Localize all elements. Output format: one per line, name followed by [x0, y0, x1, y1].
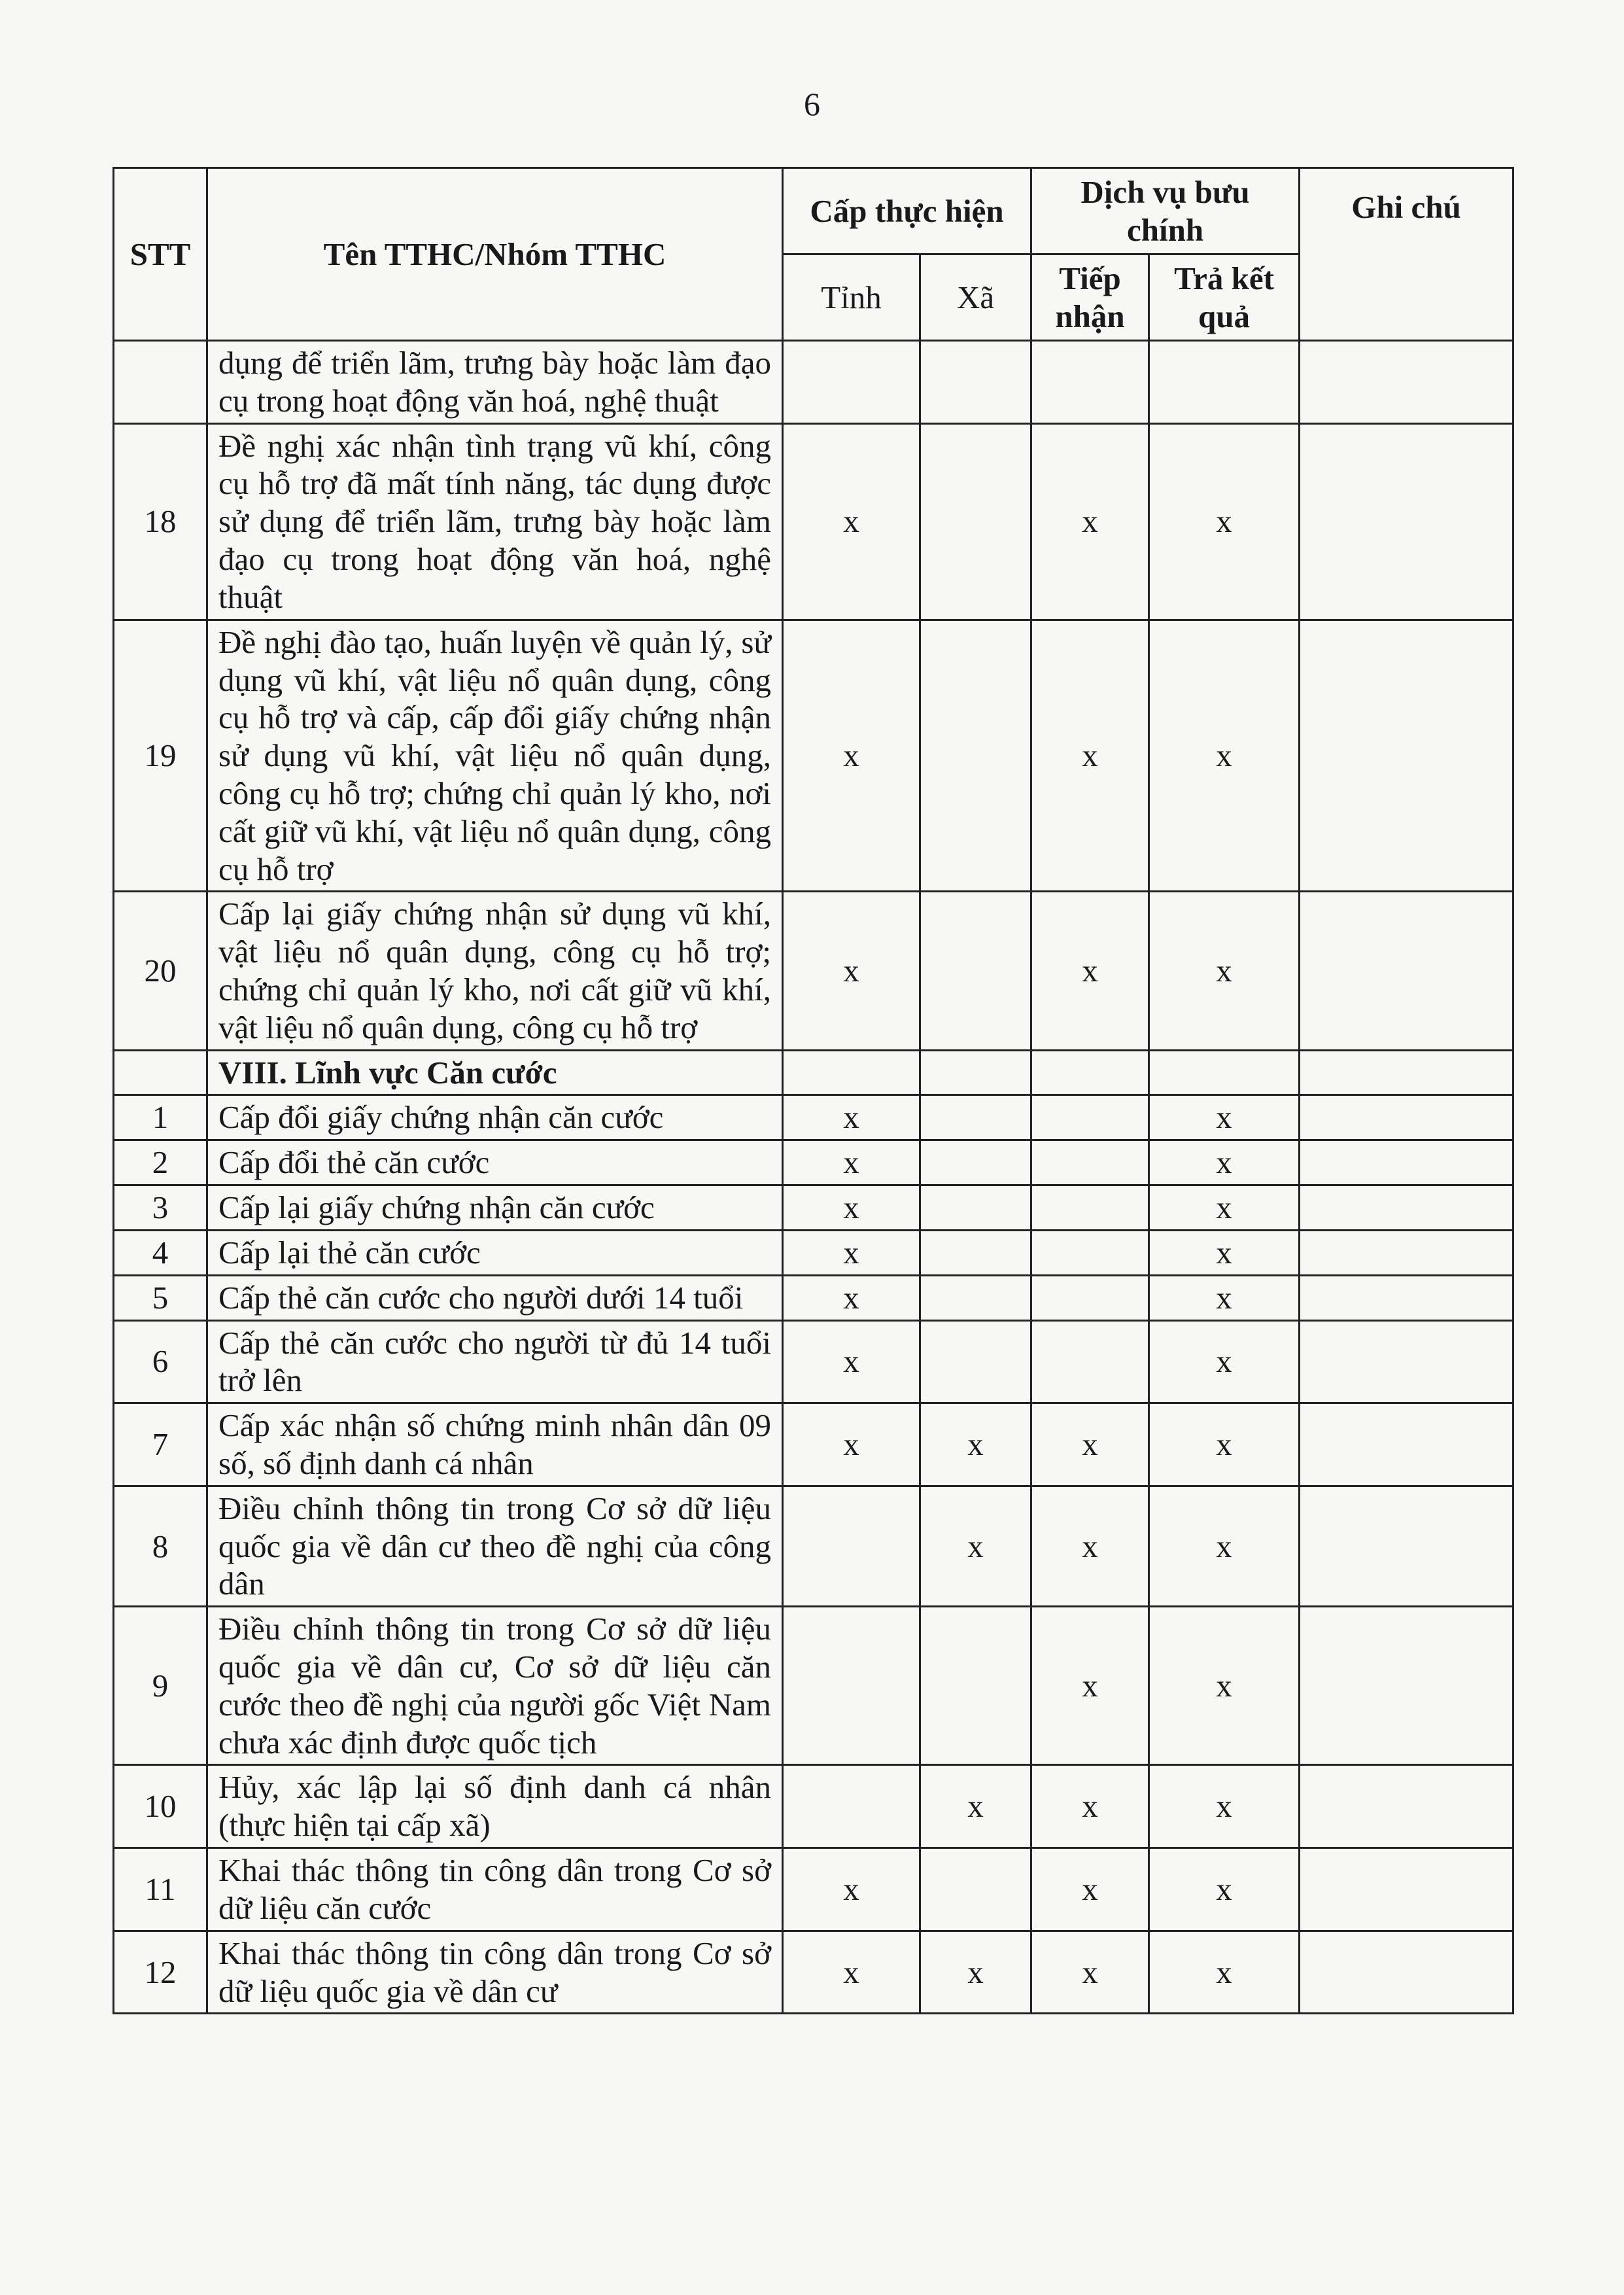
table-header [114, 168, 1513, 341]
row-stt: 11 [114, 1848, 207, 1931]
header-level: Cấp thực hiện [783, 168, 1031, 254]
row-procedure-name: Hủy, xác lập lại số định danh cá nhân (thực hiện tại cấp xã) [207, 1765, 783, 1848]
row-level-province [783, 1486, 920, 1606]
row-postal-receive: x [1031, 1403, 1149, 1486]
row-note [1300, 1140, 1513, 1185]
header-level-province: Tỉnh [783, 254, 920, 341]
row-postal-receive [1031, 1185, 1149, 1231]
row-stt: 6 [114, 1320, 207, 1403]
row-note [1300, 423, 1513, 620]
row-stt: 4 [114, 1230, 207, 1275]
table-row [114, 1486, 1513, 1606]
row-level-commune [920, 1140, 1031, 1185]
row-level-commune [920, 1275, 1031, 1320]
table-row [114, 620, 1513, 892]
row-procedure-name: Cấp đổi giấy chứng nhận căn cước [207, 1095, 783, 1140]
row-stt: 3 [114, 1185, 207, 1231]
row-procedure-name: Cấp đổi thẻ căn cước [207, 1140, 783, 1185]
header-stt: STT [114, 168, 207, 341]
section-empty-cell [920, 1050, 1031, 1095]
row-stt: 9 [114, 1607, 207, 1765]
table-row [114, 1607, 1513, 1765]
row-stt: 20 [114, 892, 207, 1050]
row-level-commune [920, 423, 1031, 620]
row-note [1300, 341, 1513, 424]
row-postal-receive: x [1031, 1765, 1149, 1848]
row-postal-return: x [1149, 1931, 1300, 2014]
row-level-province [783, 1765, 920, 1848]
row-procedure-name: Cấp thẻ căn cước cho người dưới 14 tuổi [207, 1275, 783, 1320]
row-procedure-name: Đề nghị đào tạo, huấn luyện về quản lý, sử dụng vũ khí, vật liệu nổ quân dụng, công cụ hỗ trợ và cấp, cấp đổi giấy chứng nhận sử dụng vũ khí, vật liệu nổ quân dụng, công cụ hỗ trợ; chứng chỉ quản lý kho, nơi cất giữ vũ khí, vật liệu nổ quân dụng, công cụ hỗ trợ [207, 620, 783, 892]
row-note [1300, 1095, 1513, 1140]
row-stt: 18 [114, 423, 207, 620]
header-name: Tên TTHC/Nhóm TTHC [207, 168, 783, 341]
table-row [114, 1848, 1513, 1931]
table-row [114, 892, 1513, 1050]
row-postal-return: x [1149, 1095, 1300, 1140]
row-level-commune [920, 620, 1031, 892]
row-stt: 1 [114, 1095, 207, 1140]
table-body [114, 341, 1513, 2014]
row-note [1300, 1848, 1513, 1931]
row-level-commune [920, 1320, 1031, 1403]
row-procedure-name: Điều chỉnh thông tin trong Cơ sở dữ liệu quốc gia về dân cư, Cơ sở dữ liệu căn cước theo đề nghị của người gốc Việt Nam chưa xác định được quốc tịch [207, 1607, 783, 1765]
row-level-commune [920, 1607, 1031, 1765]
row-level-province: x [783, 1931, 920, 2014]
row-postal-return: x [1149, 1320, 1300, 1403]
row-postal-return: x [1149, 1607, 1300, 1765]
procedures-table [112, 167, 1514, 2014]
row-note [1300, 1607, 1513, 1765]
row-postal-return: x [1149, 1848, 1300, 1931]
row-note [1300, 620, 1513, 892]
table-row [114, 1095, 1513, 1140]
row-postal-receive: x [1031, 423, 1149, 620]
row-note [1300, 1931, 1513, 2014]
row-level-province: x [783, 892, 920, 1050]
section-title: VIII. Lĩnh vực Căn cước [207, 1050, 783, 1095]
row-postal-receive [1031, 341, 1149, 424]
row-stt: 10 [114, 1765, 207, 1848]
row-level-commune: x [920, 1486, 1031, 1606]
row-procedure-name: Khai thác thông tin công dân trong Cơ sở dữ liệu căn cước [207, 1848, 783, 1931]
row-postal-receive: x [1031, 1607, 1149, 1765]
row-level-province [783, 1607, 920, 1765]
row-level-province: x [783, 620, 920, 892]
row-note [1300, 1185, 1513, 1231]
row-procedure-name: Cấp thẻ căn cước cho người từ đủ 14 tuổi trở lên [207, 1320, 783, 1403]
table-row [114, 1403, 1513, 1486]
row-procedure-name: Cấp lại giấy chứng nhận căn cước [207, 1185, 783, 1231]
table-row [114, 1185, 1513, 1231]
row-note [1300, 1230, 1513, 1275]
page-number: 6 [804, 86, 820, 122]
table-row [114, 1230, 1513, 1275]
row-procedure-name: Cấp xác nhận số chứng minh nhân dân 09 số, số định danh cá nhân [207, 1403, 783, 1486]
header-note: Ghi chú [1300, 168, 1513, 341]
row-procedure-name: Khai thác thông tin công dân trong Cơ sở dữ liệu quốc gia về dân cư [207, 1931, 783, 2014]
table-row [114, 1275, 1513, 1320]
row-stt [114, 341, 207, 424]
row-level-commune: x [920, 1403, 1031, 1486]
row-postal-return [1149, 341, 1300, 424]
row-level-province: x [783, 1230, 920, 1275]
row-stt: 2 [114, 1140, 207, 1185]
row-postal-receive [1031, 1140, 1149, 1185]
row-postal-receive [1031, 1320, 1149, 1403]
row-level-commune [920, 1095, 1031, 1140]
header-postal-receive: Tiếp nhận [1031, 254, 1149, 341]
row-stt: 5 [114, 1275, 207, 1320]
row-level-province: x [783, 1275, 920, 1320]
row-postal-receive: x [1031, 892, 1149, 1050]
row-level-province: x [783, 1140, 920, 1185]
row-level-province: x [783, 1095, 920, 1140]
row-procedure-name: Cấp lại giấy chứng nhận sử dụng vũ khí, vật liệu nổ quân dụng, công cụ hỗ trợ; chứng chỉ quản lý kho, nơi cất giữ vũ khí, vật liệu nổ quân dụng, công cụ hỗ trợ [207, 892, 783, 1050]
row-stt: 7 [114, 1403, 207, 1486]
row-level-province: x [783, 1320, 920, 1403]
row-postal-receive: x [1031, 1931, 1149, 2014]
row-note [1300, 1765, 1513, 1848]
row-stt: 8 [114, 1486, 207, 1606]
row-note [1300, 1486, 1513, 1606]
row-postal-return: x [1149, 1765, 1300, 1848]
row-level-province: x [783, 1848, 920, 1931]
row-note [1300, 892, 1513, 1050]
table-row [114, 423, 1513, 620]
row-postal-receive: x [1031, 1486, 1149, 1606]
row-level-commune: x [920, 1765, 1031, 1848]
table-row [114, 1931, 1513, 2014]
row-level-commune [920, 1848, 1031, 1931]
section-empty-cell [1300, 1050, 1513, 1095]
row-postal-return: x [1149, 1486, 1300, 1606]
row-level-commune [920, 341, 1031, 424]
header-level-commune: Xã [920, 254, 1031, 341]
header-postal: Dịch vụ bưu chính [1031, 168, 1300, 254]
row-procedure-name: dụng để triển lãm, trưng bày hoặc làm đạo cụ trong hoạt động văn hoá, nghệ thuật [207, 341, 783, 424]
row-level-commune [920, 1185, 1031, 1231]
row-stt: 19 [114, 620, 207, 892]
row-postal-return: x [1149, 423, 1300, 620]
section-stt-cell [114, 1050, 207, 1095]
row-level-province: x [783, 1185, 920, 1231]
table-row [114, 341, 1513, 424]
row-level-commune [920, 892, 1031, 1050]
section-row [114, 1050, 1513, 1095]
row-postal-receive [1031, 1275, 1149, 1320]
row-note [1300, 1320, 1513, 1403]
row-postal-receive [1031, 1230, 1149, 1275]
row-level-province: x [783, 423, 920, 620]
row-level-province [783, 341, 920, 424]
row-note [1300, 1403, 1513, 1486]
row-note [1300, 1275, 1513, 1320]
section-empty-cell [783, 1050, 920, 1095]
row-level-commune [920, 1230, 1031, 1275]
header-postal-return: Trả kết quả [1149, 254, 1300, 341]
section-empty-cell [1031, 1050, 1149, 1095]
row-level-province: x [783, 1403, 920, 1486]
row-procedure-name: Điều chỉnh thông tin trong Cơ sở dữ liệu quốc gia về dân cư theo đề nghị của công dân [207, 1486, 783, 1606]
table-row [114, 1320, 1513, 1403]
table-row [114, 1140, 1513, 1185]
row-procedure-name: Cấp lại thẻ căn cước [207, 1230, 783, 1275]
row-postal-return: x [1149, 1403, 1300, 1486]
section-empty-cell [1149, 1050, 1300, 1095]
row-postal-return: x [1149, 892, 1300, 1050]
row-stt: 12 [114, 1931, 207, 2014]
row-procedure-name: Đề nghị xác nhận tình trạng vũ khí, công cụ hỗ trợ đã mất tính năng, tác dụng được sử dụng để triển lãm, trưng bày hoặc làm đạo cụ trong hoạt động văn hoá, nghệ thuật [207, 423, 783, 620]
row-postal-return: x [1149, 1185, 1300, 1231]
row-postal-return: x [1149, 1275, 1300, 1320]
row-level-commune: x [920, 1931, 1031, 2014]
row-postal-return: x [1149, 1140, 1300, 1185]
row-postal-receive [1031, 1095, 1149, 1140]
table-row [114, 1765, 1513, 1848]
row-postal-receive: x [1031, 1848, 1149, 1931]
row-postal-return: x [1149, 620, 1300, 892]
row-postal-receive: x [1031, 620, 1149, 892]
row-postal-return: x [1149, 1230, 1300, 1275]
